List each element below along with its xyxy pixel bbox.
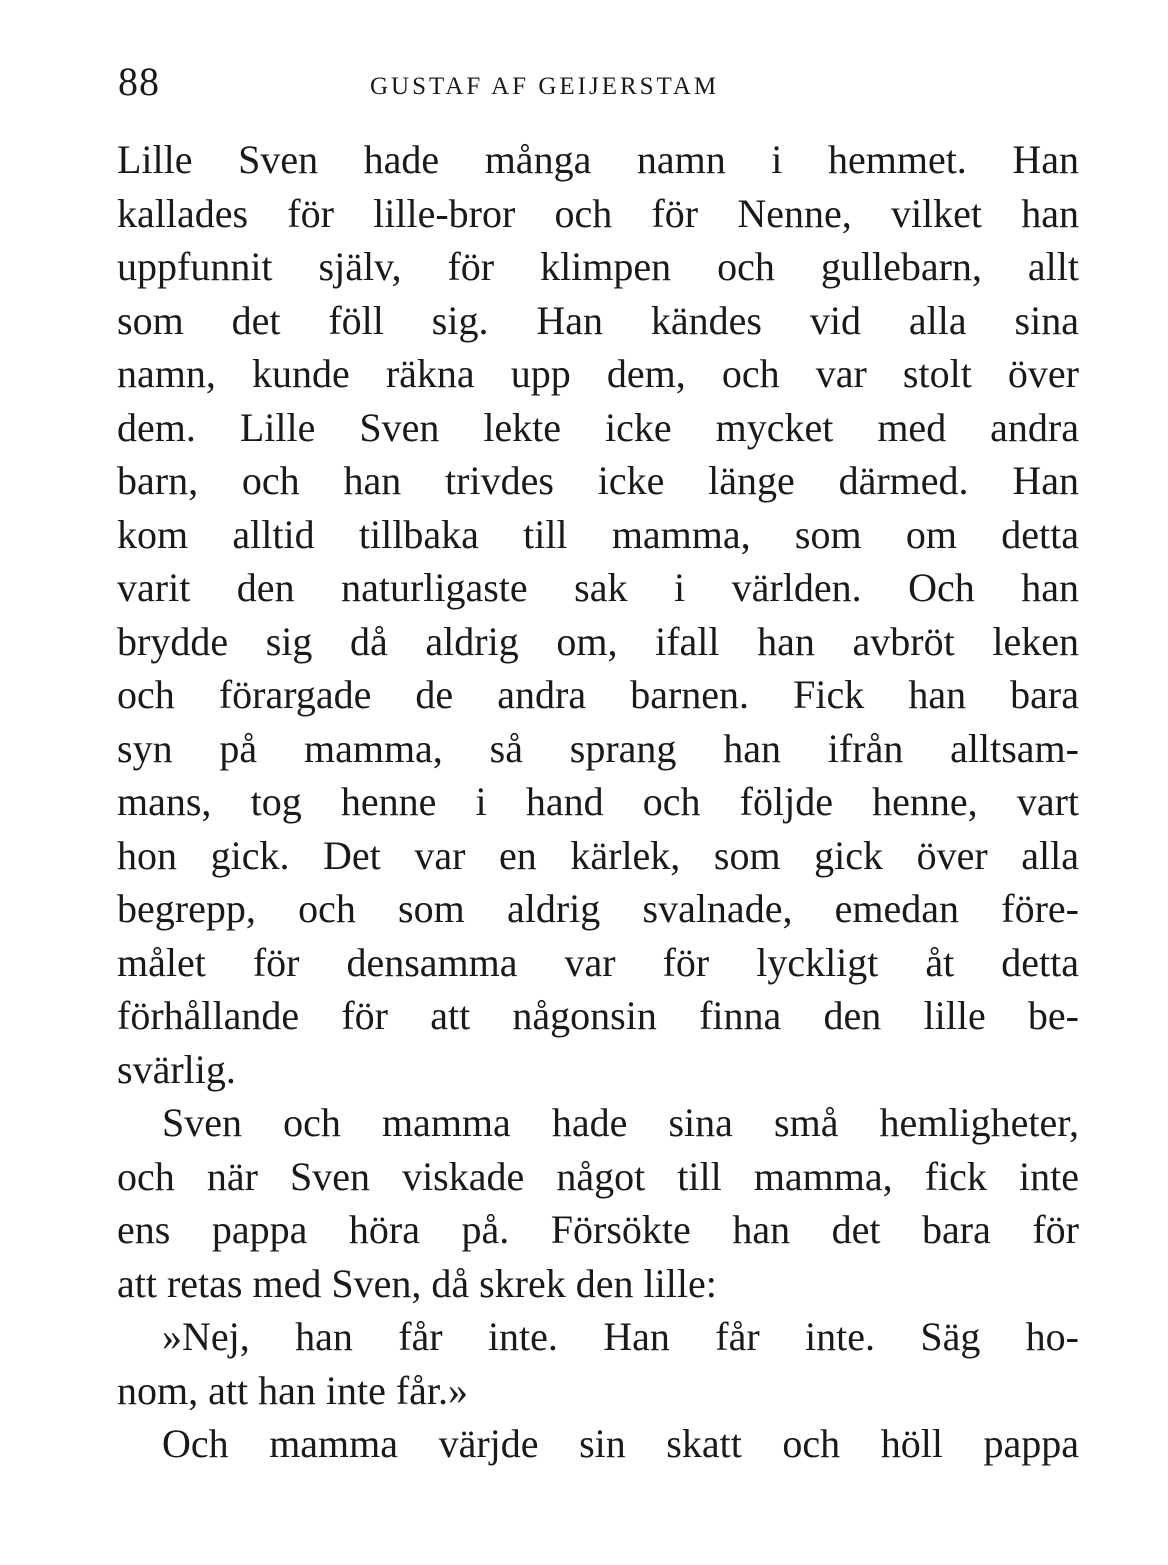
- text-line: dem. Lille Sven lekte icke mycket med andra: [117, 404, 1079, 450]
- text-line: hon gick. Det var en kärlek, som gick över alla: [117, 832, 1079, 878]
- running-head: [118, 59, 1080, 110]
- text-line: målet för densamma var för lyckligt åt detta: [117, 939, 1079, 985]
- text-line: varit den naturligaste sak i världen. Och han: [117, 565, 1079, 610]
- text-line: och när Sven viskade något till mamma, fick inte: [117, 1153, 1079, 1199]
- text-line: Sven och mamma hade sina små hemligheter,: [162, 1100, 1079, 1145]
- text-line: nom, att han inte får.»: [117, 1367, 469, 1413]
- text-line: svärlig.: [117, 1046, 236, 1092]
- text-line: syn på mamma, så sprang han ifrån alltsam-: [117, 725, 1079, 771]
- text-line: brydde sig då aldrig om, ifall han avbröt leken: [117, 618, 1079, 664]
- text-line: »Nej, han får inte. Han får inte. Säg ho-: [162, 1314, 1079, 1359]
- text-line: och förargade de andra barnen. Fick han bara: [117, 672, 1079, 717]
- text-line: mans, tog henne i hand och följde henne, vart: [117, 779, 1079, 824]
- text-line: begrepp, och som aldrig svalnade, emedan före-: [117, 886, 1079, 931]
- running-head-author: GUSTAF AF GEIJERSTAM: [370, 73, 720, 100]
- text-line: uppfunnit själv, för klimpen och gullebarn, allt: [117, 244, 1079, 289]
- text-line: namn, kunde räkna upp dem, och var stolt över: [117, 351, 1079, 396]
- page-number: 88: [118, 59, 160, 104]
- text-line: kom alltid tillbaka till mamma, som om detta: [117, 511, 1079, 557]
- text-line: ens pappa höra på. Försökte han det bara för: [117, 1207, 1079, 1252]
- text-line: barn, och han trivdes icke länge därmed. Han: [117, 458, 1079, 503]
- body-text: [117, 133, 1079, 1471]
- text-line: att retas med Sven, då skrek den lille:: [117, 1260, 717, 1306]
- text-line: som det föll sig. Han kändes vid alla sina: [117, 297, 1079, 343]
- text-line: Och mamma värjde sin skatt och höll pappa: [162, 1421, 1079, 1466]
- text-line: förhållande för att någonsin finna den lille be-: [117, 993, 1079, 1038]
- text-line: kallades för lille-bror och för Nenne, vilket han: [117, 190, 1079, 236]
- text-line: Lille Sven hade många namn i hemmet. Han: [117, 137, 1079, 182]
